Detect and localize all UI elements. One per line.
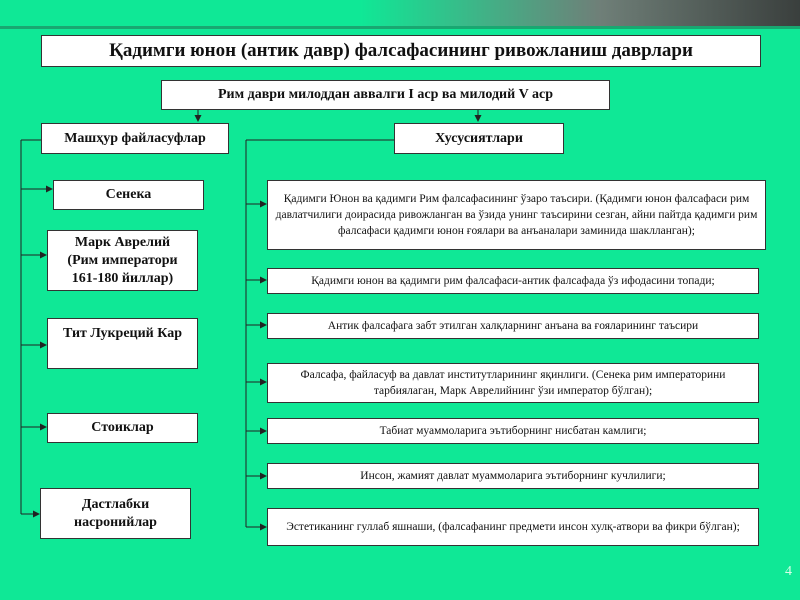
philosopher-box-stoics [47,413,198,443]
feature-box-4: Фалсафа, файласуф ва давлат институтларининг яқинлиги. (Сенека рим императорини тарбиялаган, Марк Аврелийнинг ўзи император бўлган); [267,363,759,403]
philosopher-box-marcus-aurelius [47,230,198,291]
feature-box-6: Инсон, жамият давлат муаммоларига эътиборнинг кучлилиги; [267,463,759,489]
philosopher-line: Сенека [105,187,152,202]
period-box: Рим даври милоддан аввалги I аср ва милодий V аср [161,80,610,110]
philosopher-box-lucretius [47,318,198,369]
philosopher-box-early-christians [40,488,191,539]
feature-box-5: Табиат муаммоларига эътиборнинг нисбатан камлиги; [267,418,759,444]
philosopher-line: насронийлар [74,514,157,530]
feature-box-3: Антик фалсафага забт этилган халқларнинг анъана ва ғояларининг таъсири [267,313,759,339]
features-heading: Хусусиятлари [394,123,564,154]
philosopher-line: Тит Лукреций Кар [62,326,183,341]
philosopher-line: Стоиклар [91,420,154,435]
philosopher-box-seneca [53,180,204,210]
philosopher-line: 161-180 йиллар) [71,270,174,286]
philosopher-line: Дастлабки [81,496,150,512]
feature-box-1: Қадимги Юнон ва қадимги Рим фалсафасининг ўзаро таъсири. (Қадимги юнон фалсафаси рим давлатчилиги доирасида ривожланган ва ўзида унинг таъсирини сезган, айни пайтда қадимги рим фалсафаси қадимги юнон ғоялари ва анъаналари заминида шаклланган); [267,180,766,250]
philosopher-line: (Рим императори [67,252,178,268]
slide-number: 4 [785,564,792,579]
philosophers-heading: Машҳур файласуфлар [41,123,229,154]
philosopher-line: Марк Аврелий [74,234,171,250]
slide-title: Қадимги юнон (антик давр) фалсафасининг ривожланиш даврлари [41,35,761,67]
feature-box-7: Эстетиканинг гуллаб яшнаши, (фалсафанинг предмети инсон хулқ-атвори ва фикри бўлган); [267,508,759,546]
feature-box-2: Қадимги юнон ва қадимги рим фалсафаси-антик фалсафада ўз ифодасини топади; [267,268,759,294]
